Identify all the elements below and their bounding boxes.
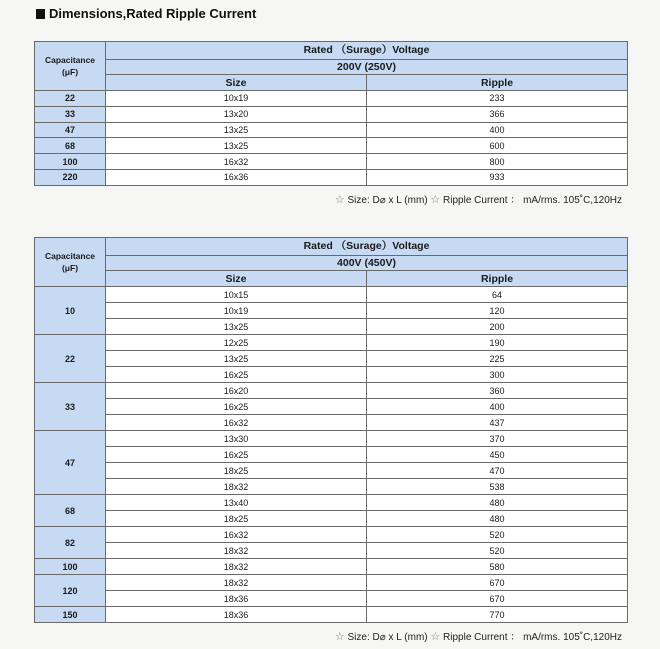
table-row bbox=[35, 463, 628, 479]
capacitance-cell: 22 bbox=[35, 335, 106, 383]
table-row bbox=[35, 383, 628, 399]
table-row bbox=[35, 543, 628, 559]
spec-table-2 bbox=[34, 237, 628, 623]
voltage-header: Rated （Surage）Voltage bbox=[106, 238, 628, 256]
size-cell: 16x32 bbox=[106, 527, 367, 543]
capacitance-cell: 100 bbox=[35, 154, 106, 170]
table-row bbox=[35, 319, 628, 335]
table-row bbox=[35, 303, 628, 319]
ripple-cell: 480 bbox=[367, 495, 628, 511]
capacitance-cell: 150 bbox=[35, 607, 106, 623]
ripple-column-header: Ripple bbox=[367, 75, 628, 91]
table-row bbox=[35, 169, 628, 185]
size-cell: 13x25 bbox=[106, 351, 367, 367]
table-row bbox=[35, 367, 628, 383]
capacitance-cell: 10 bbox=[35, 287, 106, 335]
ripple-cell: 120 bbox=[367, 303, 628, 319]
ripple-cell: 800 bbox=[367, 154, 628, 170]
ripple-cell: 520 bbox=[367, 543, 628, 559]
capacitance-cell: 33 bbox=[35, 383, 106, 431]
ripple-cell: 64 bbox=[367, 287, 628, 303]
ripple-cell: 400 bbox=[367, 122, 628, 138]
ripple-cell: 437 bbox=[367, 415, 628, 431]
size-cell: 16x25 bbox=[106, 447, 367, 463]
voltage-value: 200V (250V) bbox=[106, 60, 628, 75]
capacitance-cell: 220 bbox=[35, 169, 106, 185]
size-cell: 18x32 bbox=[106, 479, 367, 495]
size-cell: 18x32 bbox=[106, 575, 367, 591]
size-cell: 10x19 bbox=[106, 91, 367, 107]
capacitance-cell: 22 bbox=[35, 91, 106, 107]
size-cell: 18x25 bbox=[106, 511, 367, 527]
ripple-note: Ripple Current ： mA/rms. 105˚C,120Hz bbox=[443, 195, 622, 206]
size-cell: 16x20 bbox=[106, 383, 367, 399]
table-row bbox=[35, 575, 628, 591]
size-column-header: Size bbox=[106, 271, 367, 287]
size-cell: 18x36 bbox=[106, 591, 367, 607]
size-cell: 16x36 bbox=[106, 169, 367, 185]
table-row bbox=[35, 399, 628, 415]
size-cell: 18x36 bbox=[106, 607, 367, 623]
table-row bbox=[35, 154, 628, 170]
size-cell: 18x32 bbox=[106, 559, 367, 575]
size-cell: 10x19 bbox=[106, 303, 367, 319]
size-cell: 13x25 bbox=[106, 138, 367, 154]
size-cell: 16x32 bbox=[106, 415, 367, 431]
size-cell: 16x32 bbox=[106, 154, 367, 170]
size-cell: 13x25 bbox=[106, 122, 367, 138]
table-row bbox=[35, 415, 628, 431]
size-cell: 13x30 bbox=[106, 431, 367, 447]
table-row bbox=[35, 559, 628, 575]
page-title bbox=[36, 6, 256, 21]
capacitance-unit: (μF) bbox=[61, 263, 79, 273]
ripple-cell: 190 bbox=[367, 335, 628, 351]
table-row bbox=[35, 495, 628, 511]
capacitance-cell: 120 bbox=[35, 575, 106, 607]
capacitance-cell: 68 bbox=[35, 138, 106, 154]
table-footnote bbox=[335, 628, 622, 643]
size-cell: 13x25 bbox=[106, 319, 367, 335]
size-cell: 18x25 bbox=[106, 463, 367, 479]
voltage-header: Rated （Surage）Voltage bbox=[106, 42, 628, 60]
table-row bbox=[35, 106, 628, 122]
table-row bbox=[35, 122, 628, 138]
table-row bbox=[35, 511, 628, 527]
header-row bbox=[35, 238, 628, 256]
size-cell: 18x32 bbox=[106, 543, 367, 559]
capacitance-cell: 33 bbox=[35, 106, 106, 122]
star-outline-icon: ☆ bbox=[430, 631, 441, 643]
size-cell: 13x40 bbox=[106, 495, 367, 511]
size-cell: 13x20 bbox=[106, 106, 367, 122]
ripple-cell: 300 bbox=[367, 367, 628, 383]
ripple-cell: 233 bbox=[367, 91, 628, 107]
page-title-text: Dimensions,Rated Ripple Current bbox=[49, 6, 257, 21]
capacitance-unit: (μF) bbox=[61, 67, 79, 77]
size-note: Size: D⌀ x L (mm) bbox=[347, 195, 428, 206]
table-footnote bbox=[335, 191, 622, 206]
ripple-cell: 450 bbox=[367, 447, 628, 463]
capacitance-cell: 47 bbox=[35, 431, 106, 495]
table-row bbox=[35, 335, 628, 351]
size-cell: 10x15 bbox=[106, 287, 367, 303]
ripple-cell: 580 bbox=[367, 559, 628, 575]
ripple-cell: 480 bbox=[367, 511, 628, 527]
ripple-cell: 366 bbox=[367, 106, 628, 122]
table-row bbox=[35, 351, 628, 367]
column-header-row bbox=[35, 75, 628, 91]
ripple-cell: 225 bbox=[367, 351, 628, 367]
size-cell: 16x25 bbox=[106, 399, 367, 415]
capacitance-header bbox=[35, 42, 106, 91]
spec-table-1 bbox=[34, 41, 628, 186]
ripple-cell: 670 bbox=[367, 575, 628, 591]
table-row bbox=[35, 607, 628, 623]
capacitance-label: Capacitance bbox=[44, 55, 96, 65]
voltage-value: 400V (450V) bbox=[106, 256, 628, 271]
capacitance-cell: 47 bbox=[35, 122, 106, 138]
ripple-cell: 520 bbox=[367, 527, 628, 543]
ripple-cell: 770 bbox=[367, 607, 628, 623]
size-cell: 12x25 bbox=[106, 335, 367, 351]
ripple-cell: 370 bbox=[367, 431, 628, 447]
table-row bbox=[35, 431, 628, 447]
ripple-cell: 670 bbox=[367, 591, 628, 607]
table-row bbox=[35, 479, 628, 495]
size-cell: 16x25 bbox=[106, 367, 367, 383]
header-row bbox=[35, 256, 628, 271]
capacitance-header bbox=[35, 238, 106, 287]
star-outline-icon: ☆ bbox=[430, 194, 441, 206]
table-row bbox=[35, 138, 628, 154]
capacitance-cell: 82 bbox=[35, 527, 106, 559]
capacitance-label: Capacitance bbox=[44, 251, 96, 261]
size-note: Size: D⌀ x L (mm) bbox=[347, 632, 428, 643]
ripple-cell: 400 bbox=[367, 399, 628, 415]
header-row bbox=[35, 60, 628, 75]
ripple-cell: 200 bbox=[367, 319, 628, 335]
ripple-column-header: Ripple bbox=[367, 271, 628, 287]
ripple-note: Ripple Current ： mA/rms. 105˚C,120Hz bbox=[443, 632, 622, 643]
ripple-cell: 470 bbox=[367, 463, 628, 479]
table-row bbox=[35, 527, 628, 543]
table-row bbox=[35, 591, 628, 607]
size-column-header: Size bbox=[106, 75, 367, 91]
table-row bbox=[35, 91, 628, 107]
star-outline-icon: ☆ bbox=[334, 194, 345, 206]
ripple-cell: 360 bbox=[367, 383, 628, 399]
ripple-cell: 538 bbox=[367, 479, 628, 495]
ripple-cell: 933 bbox=[367, 169, 628, 185]
ripple-cell: 600 bbox=[367, 138, 628, 154]
capacitance-cell: 68 bbox=[35, 495, 106, 527]
capacitance-cell: 100 bbox=[35, 559, 106, 575]
column-header-row bbox=[35, 271, 628, 287]
table-row bbox=[35, 287, 628, 303]
table-row bbox=[35, 447, 628, 463]
header-row bbox=[35, 42, 628, 60]
square-bullet-icon bbox=[36, 9, 45, 19]
star-outline-icon: ☆ bbox=[334, 631, 345, 643]
